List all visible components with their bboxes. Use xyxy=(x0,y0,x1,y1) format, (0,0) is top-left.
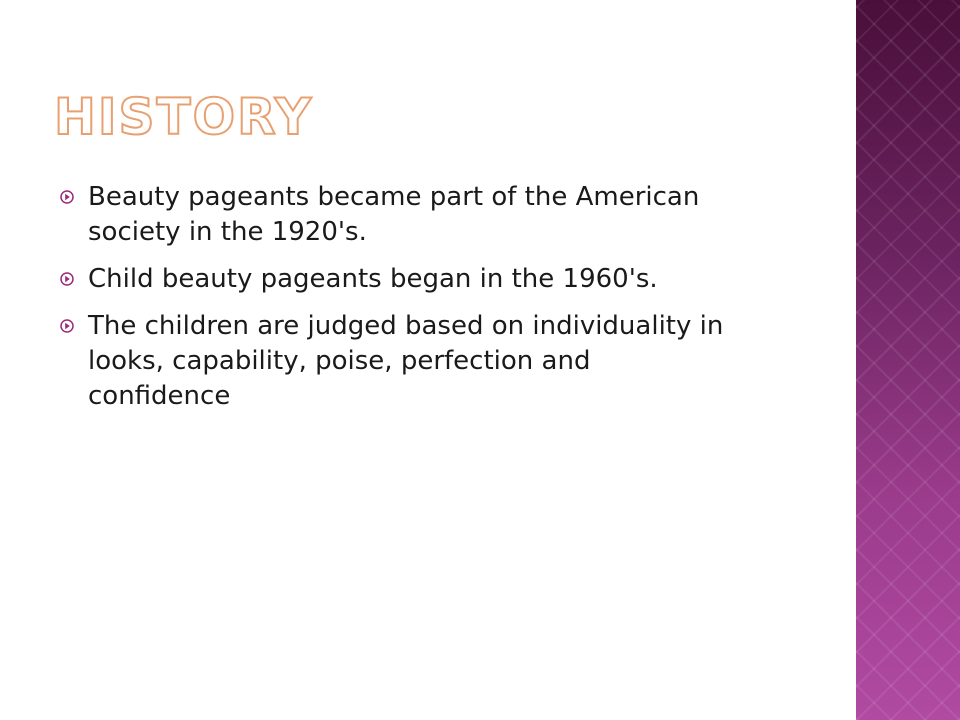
bullet-text: Child beauty pageants began in the 1960's. xyxy=(88,264,658,294)
bullet-list xyxy=(60,180,740,426)
bullet-item xyxy=(60,262,740,297)
bullet-item xyxy=(60,309,740,414)
decorative-side-panel xyxy=(856,0,960,720)
circled-triangle-bullet-icon xyxy=(60,319,74,333)
bullet-text: Beauty pageants became part of the American society in the 1920's. xyxy=(88,182,700,247)
bullet-item xyxy=(60,180,740,250)
circled-triangle-bullet-icon xyxy=(60,190,74,204)
circled-triangle-bullet-icon xyxy=(60,272,74,286)
bullet-text: The children are judged based on individuality in looks, capability, poise, perfection and confidence xyxy=(88,311,724,411)
slide-title: HISTORY xyxy=(54,88,314,146)
